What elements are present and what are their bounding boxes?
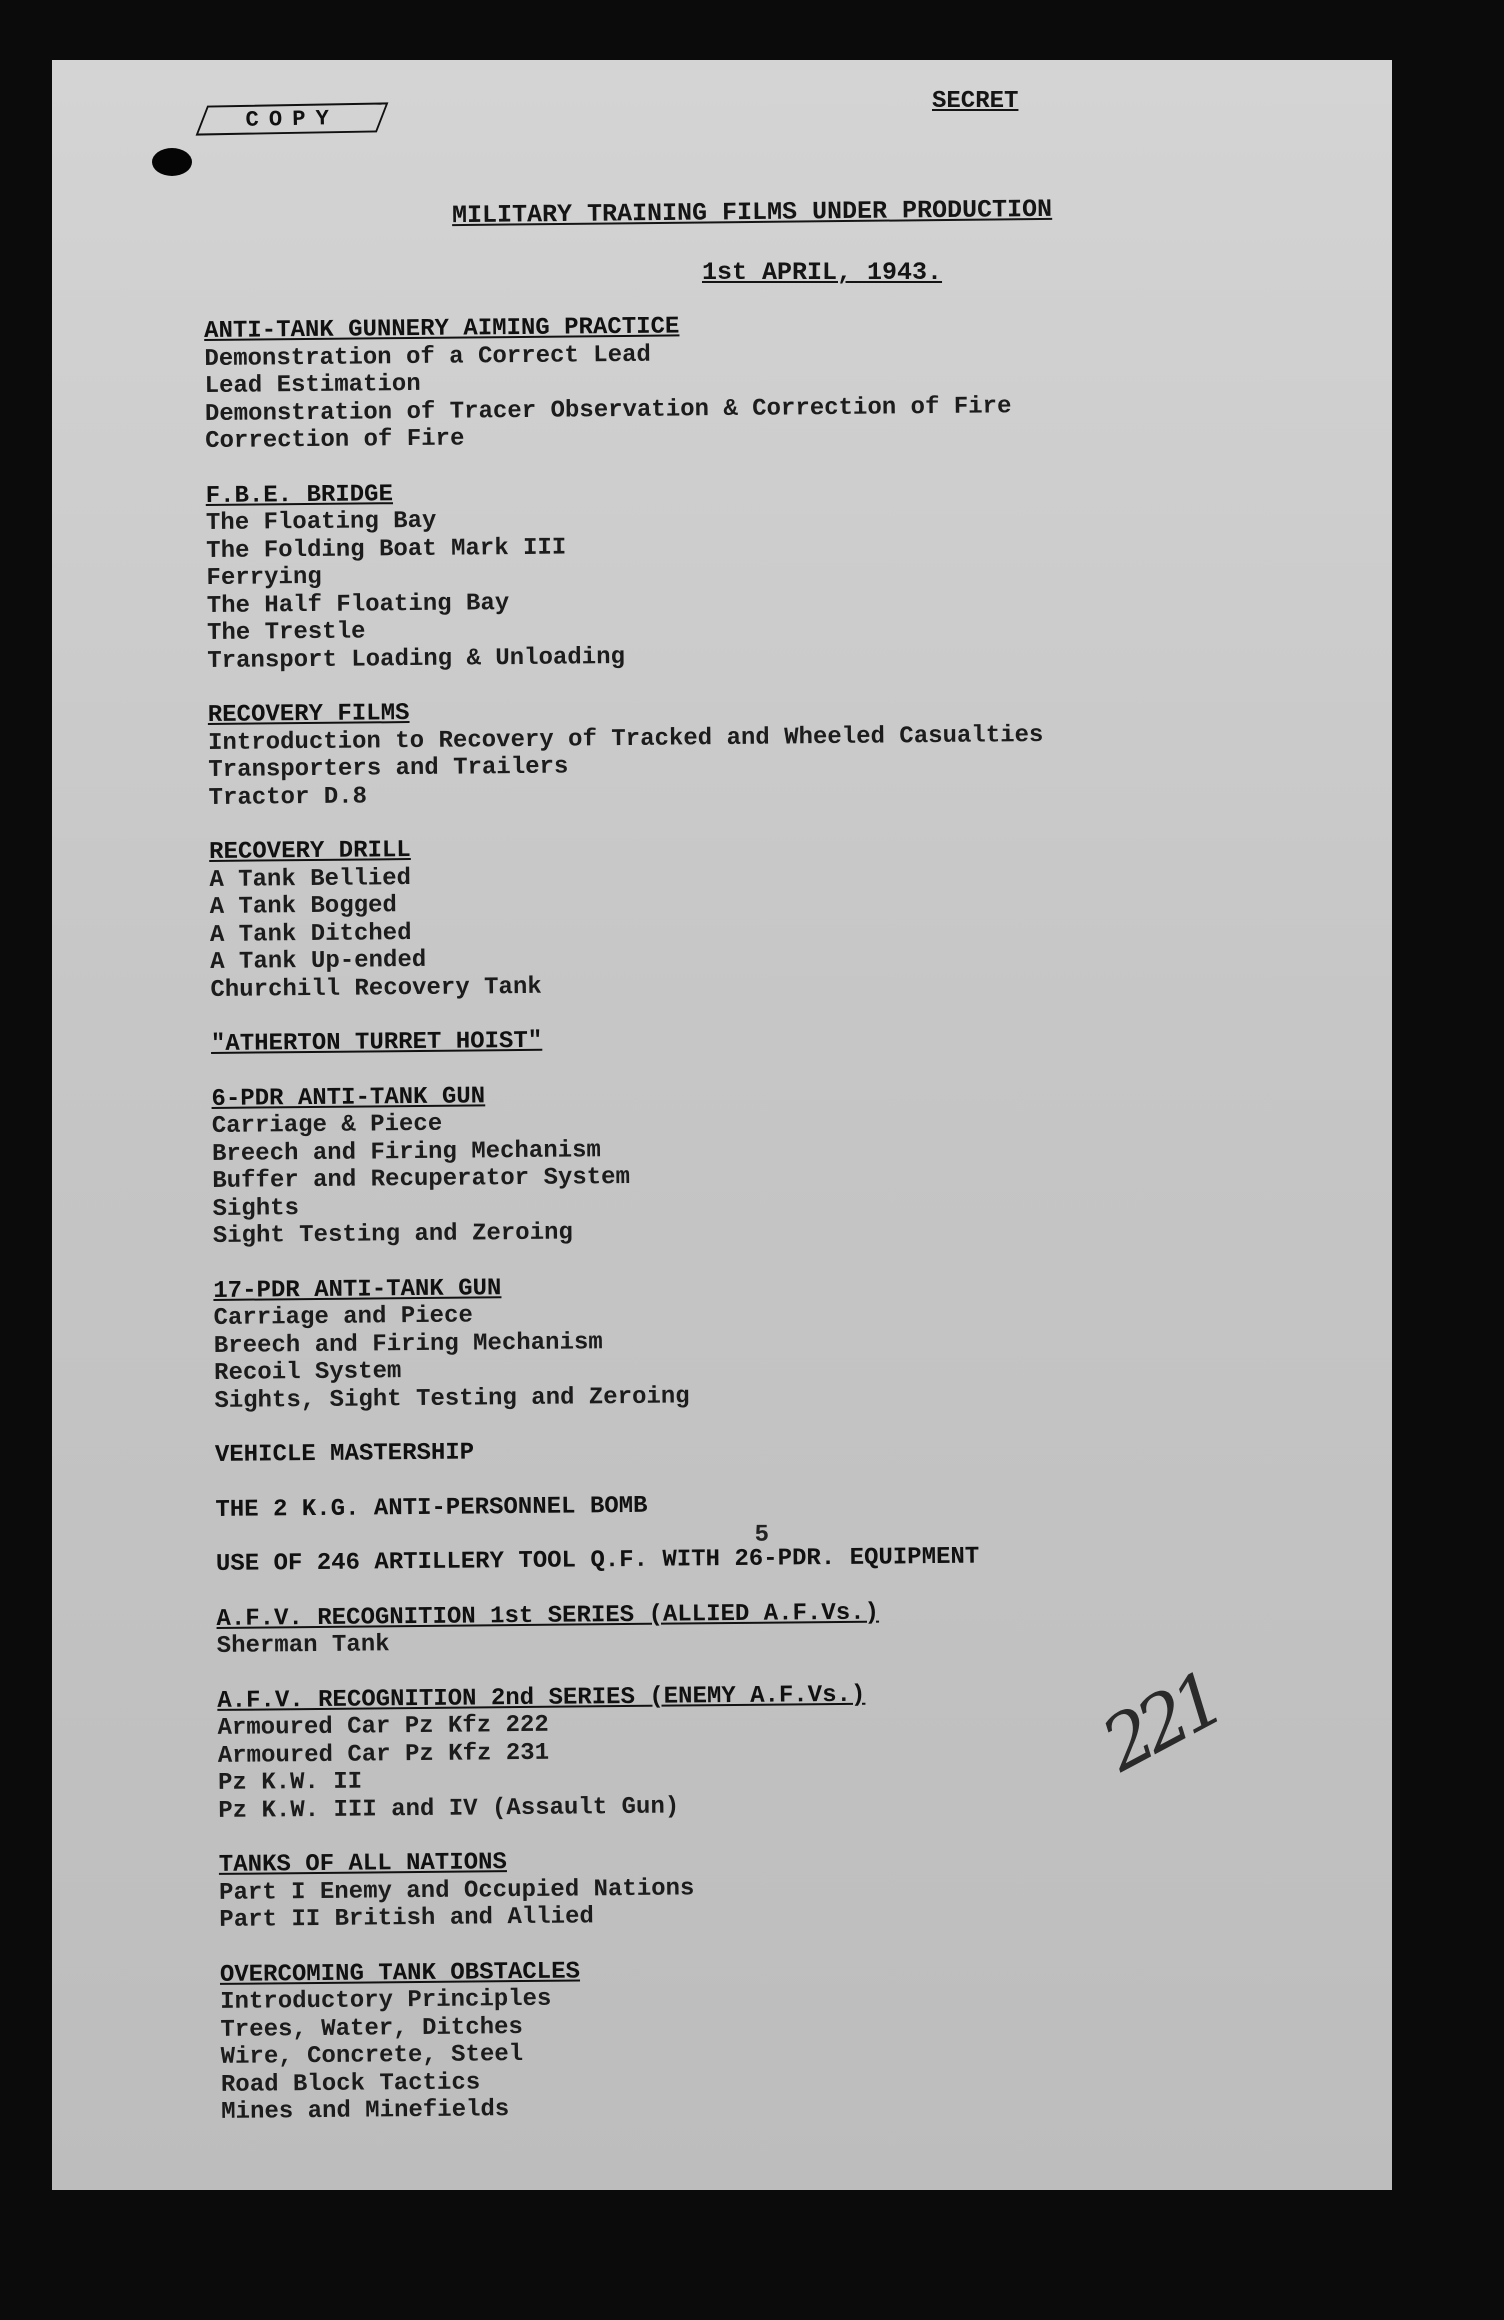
list-item: Trees, Water, Ditches	[220, 2013, 524, 2044]
section-heading: RECOVERY DRILL	[209, 837, 411, 866]
list-item: Sherman Tank	[216, 1631, 390, 1660]
list-item: The Trestle	[206, 618, 366, 647]
section-heading: 6-PDR ANTI-TANK GUN	[211, 1082, 486, 1113]
plain-line-bomb	[215, 1485, 1392, 1524]
list-item: A Tank Bellied	[209, 864, 412, 894]
list-item: Sight Testing and Zeroing	[212, 1219, 573, 1250]
list-item: Carriage & Piece	[211, 1110, 443, 1140]
list-item: A Tank Up-ended	[210, 946, 427, 976]
section-heading: OVERCOMING TANK OBSTACLES	[219, 1957, 581, 1989]
document-content	[52, 60, 1392, 2190]
list-item: The Half Floating Bay	[206, 589, 510, 620]
list-item: Correction of Fire	[205, 425, 465, 455]
section-heading: F.B.E. BRIDGE	[205, 480, 394, 510]
section-heading: A.F.V. RECOGNITION 1st SERIES (ALLIED A.F.Vs.)	[216, 1599, 880, 1633]
section-item-list	[206, 499, 1388, 675]
film-section	[211, 1020, 1391, 1059]
film-section	[211, 1074, 1392, 1250]
film-section	[204, 307, 1385, 456]
section-heading: RECOVERY FILMS	[207, 700, 410, 729]
list-item: Ferrying	[206, 563, 322, 592]
film-section	[209, 828, 1391, 1004]
copy-stamp	[196, 102, 389, 135]
list-item: Breech and Firing Mechanism	[213, 1328, 603, 1360]
section-heading: THE 2 K.G. ANTI-PERSONNEL BOMB	[215, 1492, 648, 1524]
corrected-digit	[748, 1521, 770, 1573]
section-item-list	[209, 855, 1390, 1004]
document-date: 1st APRIL, 1943.	[702, 258, 943, 287]
film-section	[206, 471, 1388, 675]
section-item-list	[219, 1868, 1392, 1934]
section-heading: 17-PDR ANTI-TANK GUN	[213, 1274, 502, 1305]
document-page	[52, 60, 1392, 2190]
section-item-list	[204, 334, 1385, 455]
film-section	[216, 1594, 1392, 1660]
list-item: The Floating Bay	[205, 507, 437, 537]
list-item: Wire, Concrete, Steel	[220, 2041, 524, 2071]
tool-line-suffix: -PDR. EQUIPMENT	[763, 1543, 980, 1573]
list-item: Carriage and Piece	[213, 1302, 473, 1332]
film-section	[208, 691, 1389, 812]
list-item: Introductory Principles	[220, 1985, 552, 2016]
section-heading: "ATHERTON TURRET HOIST"	[210, 1027, 543, 1058]
film-section	[220, 1950, 1392, 2126]
list-item: Road Block Tactics	[220, 2068, 481, 2099]
list-item: Part II British and Allied	[219, 1903, 594, 1934]
handwritten-correction: 5	[754, 1521, 770, 1549]
list-item: Mines and Minefields	[221, 2096, 510, 2126]
section-heading: A.F.V. RECOGNITION 2nd SERIES (ENEMY A.F.Vs.)	[217, 1681, 866, 1715]
handwritten-page-number: 221	[1088, 1657, 1233, 1789]
list-item: Recoil System	[214, 1358, 402, 1387]
section-heading: TANKS OF ALL NATIONS	[218, 1849, 508, 1879]
film-section	[219, 1841, 1392, 1935]
list-item: Breech and Firing Mechanism	[211, 1136, 602, 1168]
list-item: Buffer and Recuperator System	[212, 1163, 631, 1195]
struck-digit: 6	[748, 1545, 764, 1573]
list-item: Lead Estimation	[204, 370, 421, 400]
classification-label: SECRET	[932, 88, 1019, 115]
list-item: Sights, Sight Testing and Zeroing	[214, 1382, 690, 1415]
film-section	[213, 1266, 1392, 1415]
list-item: A Tank Ditched	[209, 919, 412, 949]
list-item: The Folding Boat Mark III	[206, 534, 567, 565]
tool-line-prefix: USE OF 246 ARTILLERY TOOL Q.F. WITH 2	[215, 1545, 749, 1578]
list-item: Pz K.W. II	[217, 1768, 363, 1797]
list-item: Tractor D.8	[208, 782, 368, 812]
film-section	[217, 1676, 1392, 1825]
list-item: Introduction to Recovery of Tracked and Wheeled Casualties	[207, 721, 1044, 757]
list-item: Pz K.W. III and IV (Assault Gun)	[218, 1793, 680, 1825]
copy-stamp-text: COPY	[245, 105, 339, 133]
section-item-list	[220, 1978, 1392, 2127]
list-item: Transport Loading & Unloading	[207, 643, 626, 675]
list-item: Armoured Car Pz Kfz 222	[217, 1711, 549, 1742]
punch-hole	[152, 148, 192, 176]
plain-line-tool	[215, 1521, 1392, 1579]
list-item: Demonstration of a Correct Lead	[204, 341, 651, 373]
section-item-list	[213, 1294, 1392, 1415]
list-item: Transporters and Trailers	[208, 753, 569, 784]
film-sections-a	[204, 307, 1392, 1415]
section-heading: VEHICLE MASTERSHIP	[214, 1439, 475, 1469]
section-item-list	[212, 1102, 1392, 1251]
section-heading	[215, 1521, 1392, 1579]
section-heading: ANTI-TANK GUNNERY AIMING PRACTICE	[204, 313, 680, 345]
list-item: Part I Enemy and Occupied Nations	[218, 1874, 695, 1907]
list-item: Demonstration of Tracer Observation & Correction of Fire	[204, 392, 1012, 428]
section-item-list	[208, 718, 1389, 812]
list-item: Sights	[212, 1194, 300, 1223]
film-sections-b	[216, 1594, 1392, 2126]
document-body	[204, 307, 1392, 2154]
list-item: A Tank Bogged	[209, 892, 398, 921]
document-title: MILITARY TRAINING FILMS UNDER PRODUCTION	[451, 194, 1053, 231]
list-item: Churchill Recovery Tank	[210, 973, 542, 1004]
plain-line-vehicle	[215, 1431, 1392, 1470]
list-item: Armoured Car Pz Kfz 231	[217, 1739, 550, 1770]
